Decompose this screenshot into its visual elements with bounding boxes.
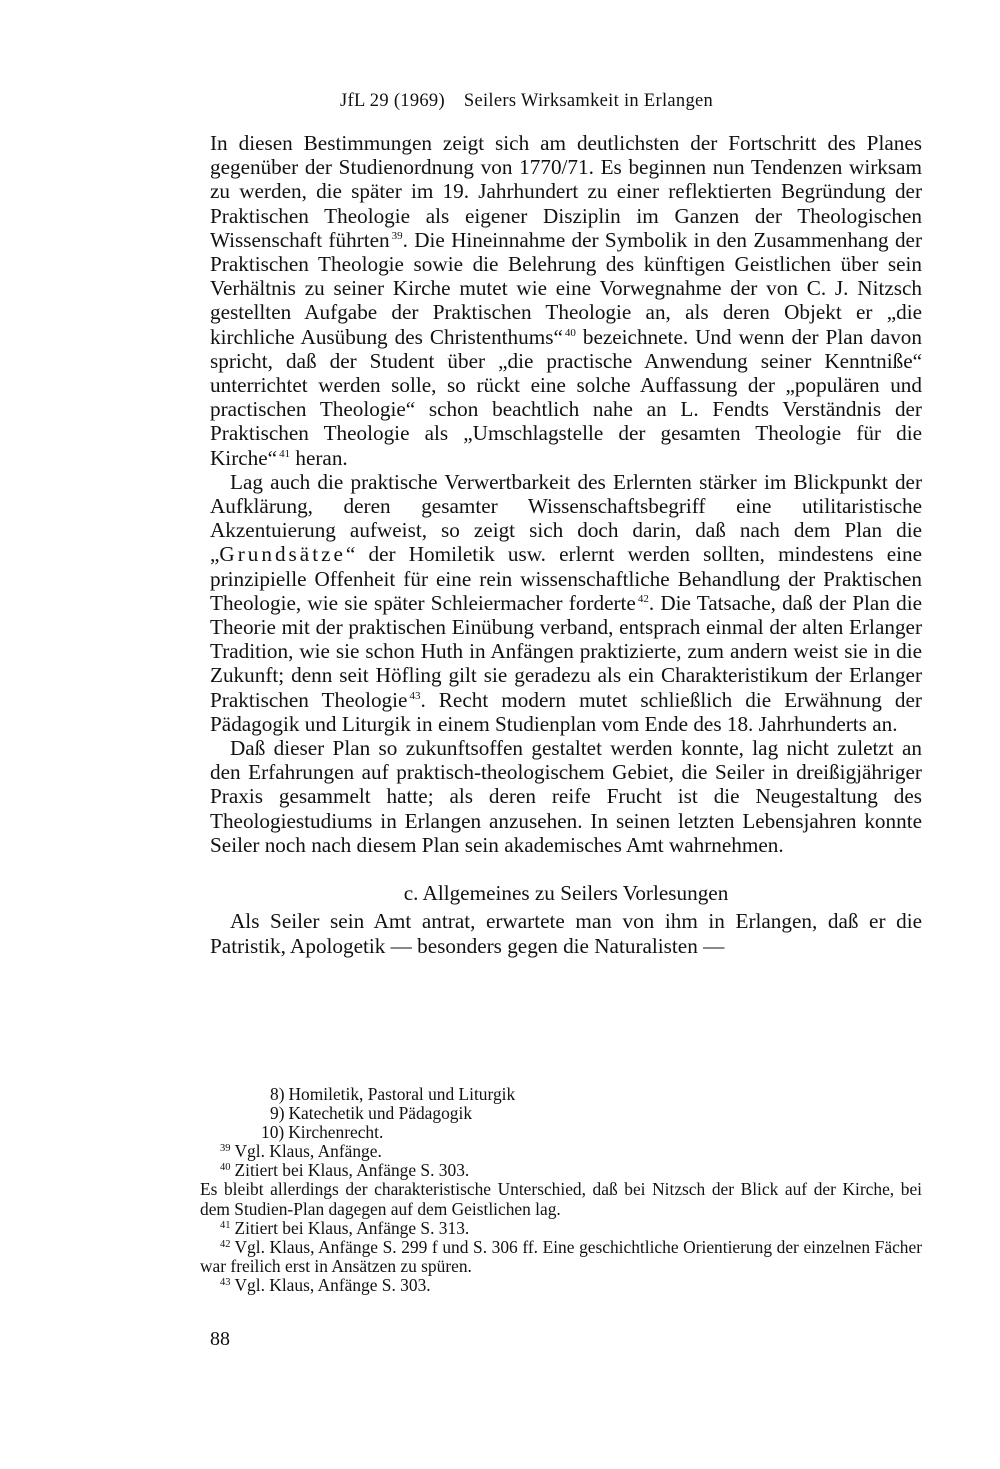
paragraph-2-text-d: . Recht modern mutet schließlich die Erwähnung der Pädagogik und Liturgik in einem Studienplan vom Ende des 18. Jahrhunderts an. xyxy=(210,687,922,736)
plan-item-number: 8) xyxy=(270,1084,285,1104)
footnote-mark: 41 xyxy=(220,1219,231,1231)
plan-item-number: 10) xyxy=(261,1122,285,1142)
footnote-text: Vgl. Klaus, Anfänge S. 299 f und S. 306 ff. Eine geschichtliche Orientierung der einzelnen Fächer war freilich erst in Ansätzen zu spüren. xyxy=(200,1237,922,1277)
footnote-43 xyxy=(200,1276,922,1295)
book-page xyxy=(200,0,923,1469)
spaced-emphasis: Grundsätze xyxy=(219,542,346,567)
paragraph-2-text-a: Lag auch die praktische Verwertbarkeit des Erlernten stärker im Blickpunkt der Aufklärung, deren gesamter Wissenschaftsbegriff eine utilitaristische Akzentuierung aufweist, so zeigt sich doch darin, daß nach dem Plan die „ xyxy=(210,469,922,567)
plan-list-item xyxy=(210,1085,922,1104)
footnote-40 xyxy=(200,1161,922,1180)
paragraph-1-text-b: . Die Hineinnahme der Symbolik in den Zusammenhang der Praktischen Theologie sowie die Belehrung des künftigen Geistlichen über sein Verhältnis zu seiner Kirche mutet wie eine Vorwegnahme der von C. J. Nitzsch gestellten Aufgabe der Praktischen Theologie an, als deren Objekt er „die kirchliche Ausübung des Christenthums“ xyxy=(210,227,923,349)
footnote-text: Zitiert bei Klaus, Anfänge S. 313. xyxy=(234,1217,470,1238)
running-head xyxy=(340,90,900,112)
footnote-40-continuation: Es bleibt allerdings der charakteristische Unterschied, daß bei Nitzsch der Blick auf der Kirche, bei dem Studien-Plan dagegen auf dem Geistlichen lag. xyxy=(200,1179,922,1219)
footnote-39 xyxy=(200,1142,922,1161)
paragraph-1-text-a: In diesen Bestimmungen zeigt sich am deutlichsten der Fortschritt des Planes gegenüber der Studienordnung von 1770/71. Es beginnen nun Tendenzen wirksam zu werden, die später im 19. Jahrhundert zu einer reflektierten Begründung der Praktischen Theologie als eigener Disziplin im Ganzen der Theologischen Wissenschaft führten xyxy=(210,131,922,252)
plan-list-item xyxy=(210,1123,922,1142)
footnote-ref-41: 41 xyxy=(279,447,291,460)
footnote-ref-42: 42 xyxy=(637,592,649,605)
plan-list xyxy=(210,1085,922,1142)
plan-item-number: 9) xyxy=(270,1103,285,1123)
body-text xyxy=(210,131,922,958)
footnote-mark: 42 xyxy=(220,1239,231,1251)
footnote-42 xyxy=(200,1238,922,1276)
paragraph-1 xyxy=(210,131,922,470)
footnote-mark: 40 xyxy=(220,1162,231,1174)
paragraph-2-text-c: . Die Tatsache, daß der Plan die Theorie mit der praktischen Einübung verband, entsprach einmal der alten Erlanger Tradition, wie sie schon Huth in Anfängen praktizierte, zum andern weist sie in die Zukunft; denn seit Höfling gilt sie geradezu als ein Charakteristikum der Erlanger Praktischen Theologie xyxy=(210,590,922,712)
running-title: Seilers Wirksamkeit in Erlangen xyxy=(463,91,714,111)
footnote-mark: 39 xyxy=(220,1143,231,1154)
paragraph-2 xyxy=(210,470,922,736)
page-number: 88 xyxy=(210,1328,230,1350)
footnote-text: Vgl. Klaus, Anfänge S. 303. xyxy=(234,1275,431,1296)
paragraph-2-text-b: “ der Homiletik usw. erlernt werden sollten, mindestens eine prinzipielle Offenheit für eine rein wissenschaftliche Behandlung der Praktischen Theologie, wie sie später Schleiermacher forderte xyxy=(210,542,922,615)
journal-reference: JfL 29 (1969) xyxy=(340,91,445,111)
section-heading: c. Allgemeines zu Seilers Vorlesungen xyxy=(403,881,729,906)
plan-item-text: Katechetik und Pädagogik xyxy=(288,1103,473,1123)
footnote-mark: 43 xyxy=(220,1277,231,1289)
footnote-ref-39: 39 xyxy=(391,229,403,242)
paragraph-3: Daß dieser Plan so zukunftsoffen gestaltet werden konnte, lag nicht zuletzt an den Erfahrungen auf praktisch-theologischem Gebiet, die Seiler in dreißigjähriger Praxis gesammelt hatte; als deren reife Frucht ist die Neugestaltung des Theologiestudiums in Erlangen anzusehen. In seinen letzten Lebensjahren konnte Seiler noch nach diesem Plan sein akademisches Amt wahrnehmen. xyxy=(210,736,922,857)
footnote-text: Zitiert bei Klaus, Anfänge S. 303. xyxy=(234,1160,470,1181)
paragraph-1-text-c: bezeichnete. Und wenn der Plan davon spricht, daß der Student über „die practische Anwendung seiner Kenntniße“ unterrichtet werden solle, so rückt eine solche Auffassung der „populären und practischen Theologie“ schon beachtlich nahe an L. Fendts Verständnis der Praktischen Theologie als „Umschlagstelle der gesamten Theologie für die Kirche“ xyxy=(210,324,922,470)
paragraph-1-text-d: heran. xyxy=(290,445,348,470)
footnote-text: Vgl. Klaus, Anfänge. xyxy=(234,1141,382,1161)
paragraph-4: Als Seiler sein Amt antrat, erwartete man von ihm in Erlangen, daß er die Patristik, Apologetik — besonders gegen die Naturalisten — xyxy=(210,909,922,958)
footnote-41 xyxy=(200,1219,922,1238)
footnote-ref-40: 40 xyxy=(564,326,576,339)
footnote-ref-43: 43 xyxy=(409,689,421,702)
footnotes xyxy=(200,1142,922,1296)
plan-item-text: Homiletik, Pastoral und Liturgik xyxy=(288,1084,516,1104)
plan-list-item xyxy=(210,1104,922,1123)
plan-item-text: Kirchenrecht. xyxy=(288,1122,384,1142)
